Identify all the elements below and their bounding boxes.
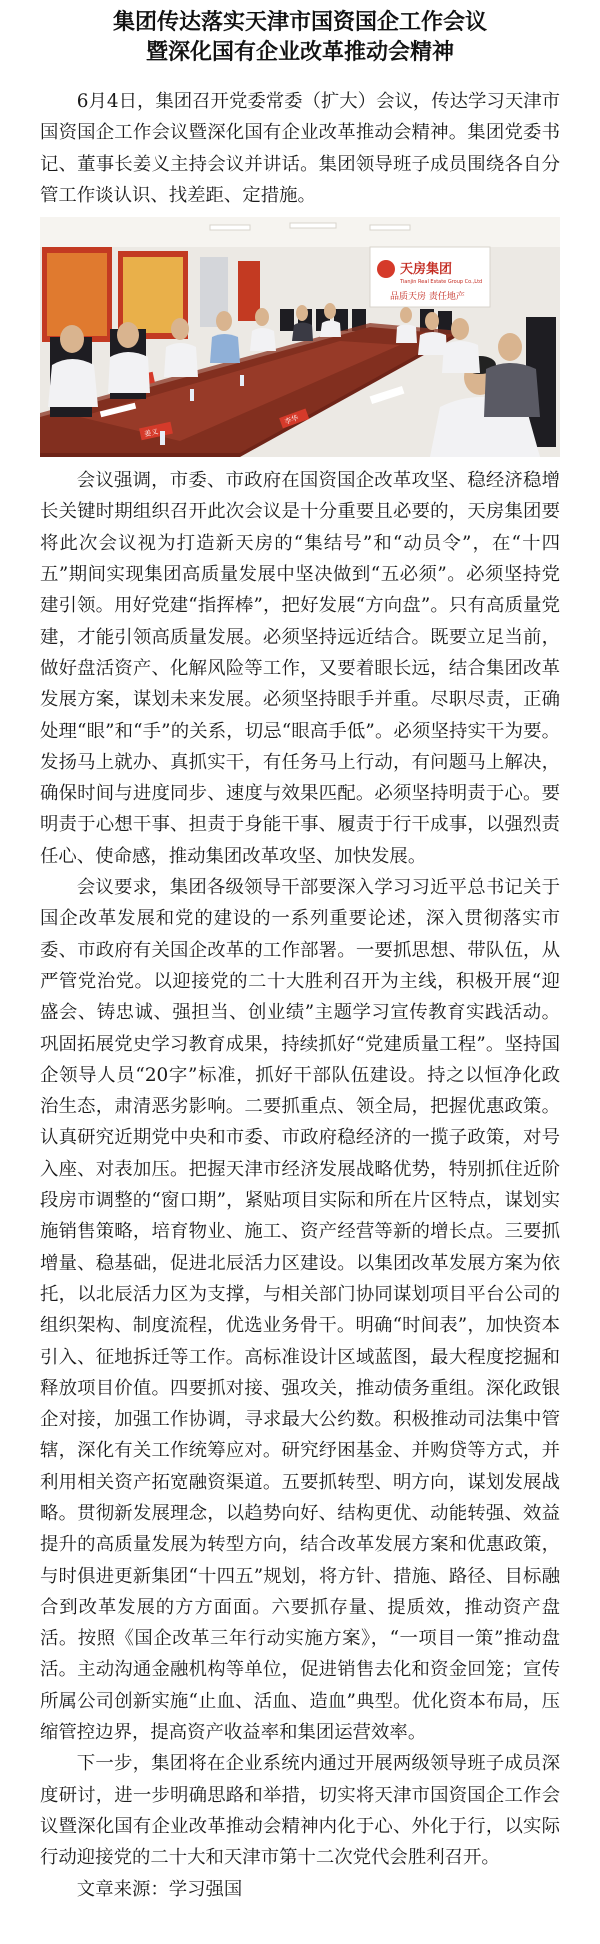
company-banner bbox=[370, 247, 490, 307]
nameplate-2: 姜义 bbox=[143, 427, 159, 439]
title-line-2: 暨深化国有企业改革推动会精神 bbox=[145, 40, 454, 65]
title-line-1: 集团传达落实天津市国资国企工作会议 bbox=[112, 10, 487, 35]
banner-slogan: 品质天房 责任地产 bbox=[390, 292, 465, 303]
article-title bbox=[40, 8, 560, 68]
photo-ceiling bbox=[40, 217, 560, 247]
meeting-photo bbox=[40, 217, 560, 457]
paragraph-next-step: 下一步，集团将在企业系统内通过开展两级领导班子成员深度研讨，进一步明确思路和举措，切实将天津市国资国企工作会议暨深化国有企业改革推动会精神内化于心、外化于行，以实际行动迎接党的二十大和天津市第十二次党代会胜利召开。 bbox=[40, 1753, 560, 1869]
paragraph-requirements: 会议要求，集团各级领导干部要深入学习习近平总书记关于国企改革发展和党的建设的一系列重要论述，深入贯彻落实市委、市政府有关国企改革的工作部署。一要抓思想、带队伍，从严管党治党。以迎接党的二十大胜利召开为主线，积极开展“迎盛会、铸忠诚、强担当、创业绩”主题学习宣传教育实践活动。巩固拓展党史学习教育成果，持续抓好“党建质量工程”。坚持国企领导人员“20字”标准，抓好干部队伍建设。持之以恒净化政治生态，肃清恶劣影响。二要抓重点、领全局，把握优惠政策。认真研究近期党中央和市委、市政府稳经济的一揽子政策，对号入座、对表加压。把握天津市经济发展战略优势，特别抓住近阶段房市调整的“窗口期”，紧贴项目实际和所在片区特点，谋划实施销售策略，培育物业、施工、资产经营等新的增长点。三要抓增量、稳基础，促进北辰活力区建设。以集团改革发展方案为依托，以北辰活力区为支撑，与相关部门协同谋划项目平台公司的组织架构、制度流程，优选业务骨干。明确“时间表”，加快资本引入、征地拆迁等工作。高标准设计区域蓝图，最大程度挖掘和释放项目价值。四要抓对接、强攻关，推动债务重组。深化政银企对接，加强工作协调，寻求最大公约数。积极推动司法集中管辖，深化有关工作统筹应对。研究纾困基金、并购贷等方式，并利用相关资产拓宽融资渠道。五要抓转型、明方向，谋划发展战略。贯彻新发展理念，以趋势向好、结构更优、动能转强、效益提升的高质量发展为转型方向，结合改革发展方案和优惠政策，与时俱进更新集团“十四五”规划，将方针、措施、路径、目标融合到改革发展的方方面面。六要抓存量、提质效，推动资产盘活。按照《国企改革三年行动实施方案》，“一项目一策”推动盘活。主动沟通金融机构等单位，促进销售去化和资金回笼；宣传所属公司创新实施“止血、活血、造血”典型。优化资本布局，压缩管控边界，提高资产收益率和集团运营效率。 bbox=[40, 877, 560, 1744]
paragraph-intro: 6月4日，集团召开党委常委（扩大）会议，传达学习天津市国资国企工作会议暨深化国有企业改革推动会精神。集团党委书记、董事长姜义主持会议并讲话。集团领导班子成员围绕各自分管工作谈认识、找差距、定措施。 bbox=[40, 91, 560, 206]
paragraph-emphasis: 会议强调，市委、市政府在国资国企改革攻坚、稳经济稳增长关键时期组织召开此次会议是十分重要且必要的，天房集团要将此次会议视为打造新天房的“集结号”和“动员令”，在“十四五”期间实现集团高质量发展中坚决做到“五必须”。必须坚持党建引领。用好党建“指挥棒”，把好发展“方向盘”。只有高质量党建，才能引领高质量发展。必须坚持远近结合。既要立足当前，做好盘活资产、化解风险等工作，又要着眼长远，结合集团改革发展方案，谋划未来发展。必须坚持眼手并重。尽职尽责，正确处理“眼”和“手”的关系，切忌“眼高手低”。必须坚持实干为要。发扬马上就办、真抓实干，有任务马上行动，有问题马上解决，确保时间与进度同步、速度与效果匹配。必须坚持明责于心。要明责于心想干事、担责于身能干事、履责于行干成事，以强烈责任心、使命感，推动集团改革攻坚、加快发展。 bbox=[40, 470, 560, 867]
article-source: 文章来源：学习强国 bbox=[76, 1878, 243, 1900]
banner-company-name: 天房集团 bbox=[400, 262, 453, 278]
nameplate-3: 李华 bbox=[283, 414, 300, 427]
banner-company-english: Tianjin Real Estate Group Co.,Ltd bbox=[400, 279, 483, 286]
